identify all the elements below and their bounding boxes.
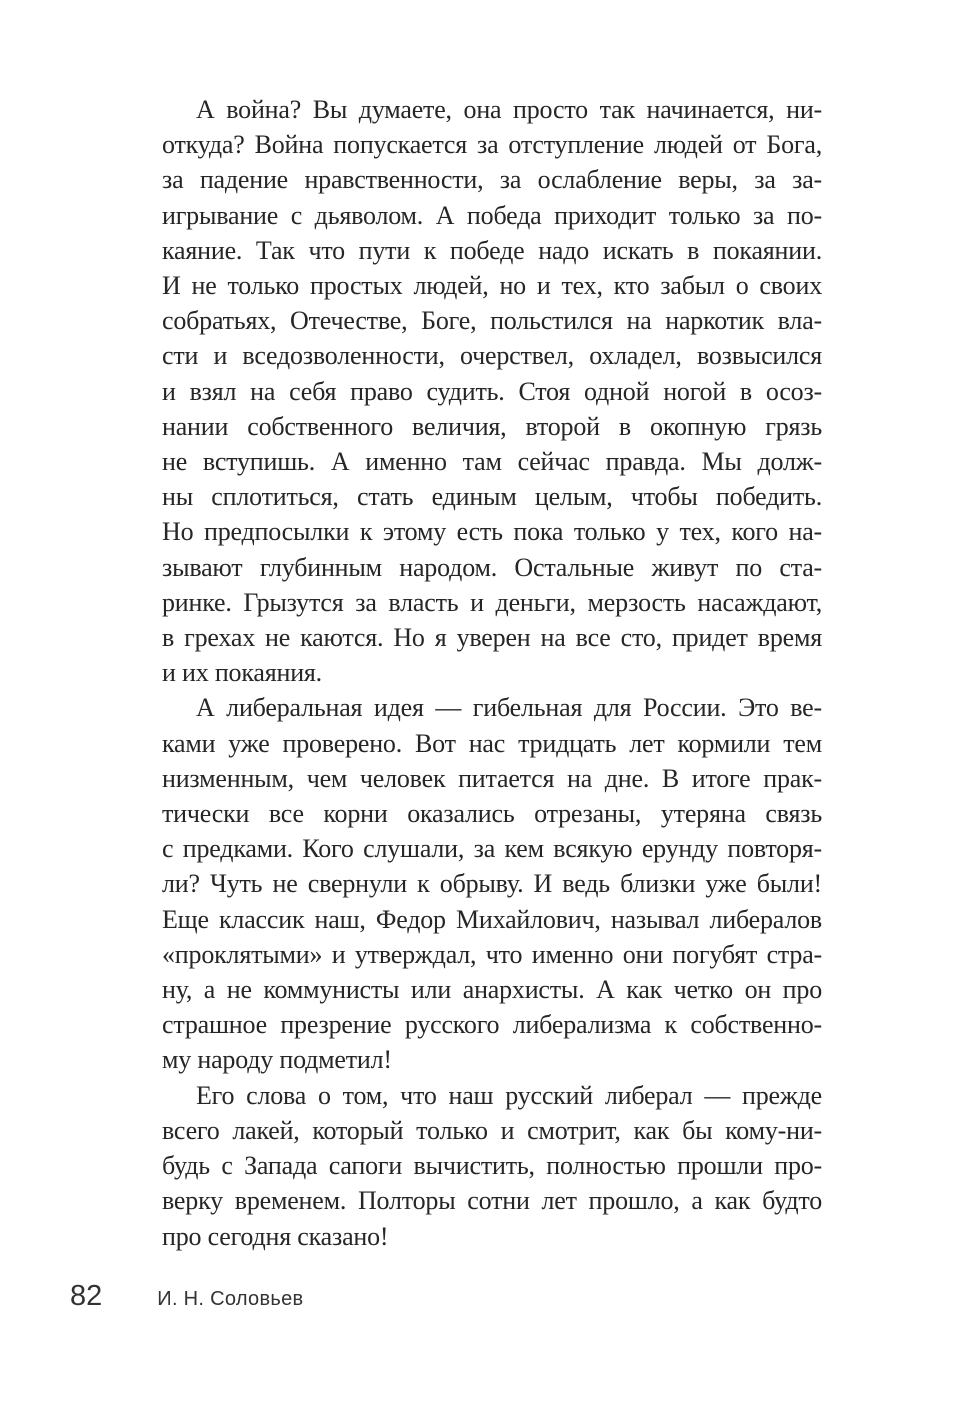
text-line: ли? Чуть не свернули к обрыву. И ведь близки уже были! (162, 869, 822, 899)
text-line: «проклятыми» и утверждал, что именно они погубят стра- (162, 939, 822, 969)
page-footer (70, 1280, 303, 1313)
text-line: ны сплотиться, стать единым целым, чтобы победить. (162, 482, 822, 512)
text-line: и их покаяния. (162, 658, 322, 688)
text-line: всего лакей, который только и смотрит, как бы кому-ни- (162, 1115, 822, 1145)
text-block (162, 92, 822, 1254)
page-number: 82 (70, 1280, 103, 1312)
text-line: верку временем. Полторы сотни лет прошло, а как будто (162, 1186, 822, 1216)
text-line: ну, а не коммунисты или анархисты. А как четко он про (162, 975, 822, 1005)
text-line: не вступишь. А именно там сейчас правда. Мы долж- (162, 447, 822, 477)
text-line: за падение нравственности, за ослабление веры, за за- (162, 165, 822, 195)
text-line: откуда? Война попускается за отступление людей от Бога, (162, 130, 822, 160)
text-line: собратьях, Отечестве, Боге, польстился на наркотик вла- (162, 306, 822, 336)
text-line: му народу подметил! (162, 1045, 392, 1075)
text-line: будь с Запада сапоги вычистить, полностью прошли про- (162, 1151, 822, 1181)
text-line: Еще классик наш, Федор Михайлович, называл либералов (162, 904, 822, 934)
text-line: в грехах не каются. Но я уверен на все сто, придет время (162, 623, 822, 653)
text-line: нании собственного величия, второй в окопную грязь (162, 411, 822, 441)
text-line: страшное презрение русского либерализма к собственно- (162, 1010, 822, 1040)
text-line: сти и вседозволенности, очерствел, охладел, возвысился (162, 341, 822, 371)
text-line: про сегодня сказано! (162, 1221, 389, 1251)
text-line: каяние. Так что пути к победе надо искать в покаянии. (162, 235, 822, 265)
running-head-author: И. Н. Соловьев (157, 1288, 304, 1310)
paragraph (162, 92, 822, 690)
text-line: ками уже проверено. Вот нас тридцать лет кормили тем (162, 728, 822, 758)
paragraph (162, 690, 822, 1077)
text-line: зывают глубинным народом. Остальные живут по ста- (162, 552, 822, 582)
text-line: Его слова о том, что наш русский либерал — прежде (196, 1080, 822, 1110)
text-line: ринке. Грызутся за власть и деньги, мерзость насаждают, (162, 587, 822, 617)
text-line: И не только простых людей, но и тех, кто забыл о своих (162, 271, 822, 301)
text-line: низменным, чем человек питается на дне. В итоге прак- (162, 763, 822, 793)
text-line: А либеральная идея — гибельная для России. Это ве- (196, 693, 822, 723)
text-line: тически все корни оказались отрезаны, утеряна связь (162, 799, 822, 829)
text-line: А война? Вы думаете, она просто так начинается, ни- (196, 95, 822, 124)
text-line: игрывание с дьяволом. А победа приходит только за по- (162, 200, 822, 230)
text-line: Но предпосылки к этому есть пока только у тех, кого на- (162, 517, 822, 547)
text-line: и взял на себя право судить. Стоя одной ногой в осоз- (162, 376, 822, 406)
paragraph (162, 1078, 822, 1254)
text-line: с предками. Кого слушали, за кем всякую ерунду повторя- (162, 834, 822, 864)
